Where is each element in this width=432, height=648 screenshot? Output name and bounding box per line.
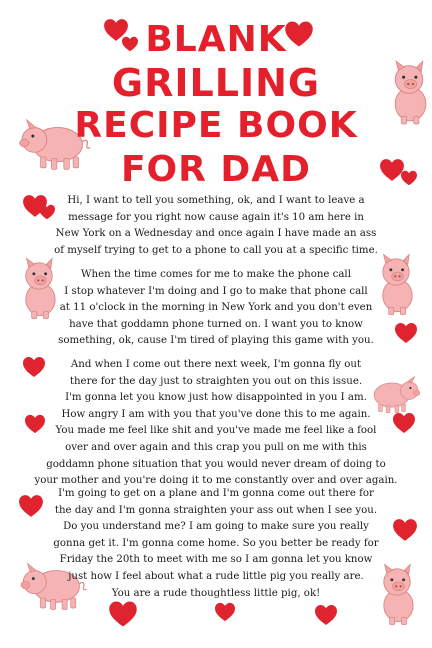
title-line-1: BLANK	[145, 19, 287, 60]
paragraph-line: Do you understand me? I am going to make sure you really	[63, 521, 369, 533]
paragraph-line: the day and I'm gonna straighten your ass out when I see you.	[54, 504, 378, 516]
paragraph-line: there for the day just to straighten you out on this issue.	[69, 375, 363, 387]
paragraph-1	[20, 193, 412, 259]
heart-icon	[214, 602, 236, 622]
paragraph-line: I'm gonna let you know just how disappointed in you I am.	[65, 392, 367, 404]
title-line-4: FOR DAD	[120, 149, 312, 190]
paragraph-line: your mother and you're doing it to me constantly over and over again.	[34, 475, 398, 487]
paragraph-2	[20, 267, 412, 350]
paragraph-line: goddamn phone situation that you would never dream of doing to	[46, 458, 386, 470]
paragraph-line: New York on a Wednesday and once again I have made an ass	[55, 228, 377, 240]
title-line-2: GRILLING	[111, 61, 321, 105]
paragraph-line: When the time comes for me to make the phone call	[81, 269, 351, 280]
heart-icon	[314, 604, 338, 626]
paragraph-line: gonna get it. I'm gonna come home. So you better be ready for	[53, 537, 379, 549]
paragraph-3	[20, 357, 412, 490]
title-line-3: RECIPE BOOK	[74, 105, 358, 146]
paragraph-line: of myself trying to get to a phone to call you at a specific time.	[54, 244, 378, 256]
paragraph-line: I stop whatever I'm doing and I go to make that phone call	[64, 285, 368, 297]
paragraph-line: Friday the 20th to meet with me so I am gonna let you know	[59, 554, 373, 566]
paragraph-line: something, ok, cause I'm tired of playing this game with you.	[58, 335, 374, 347]
paragraph-line: at 11 o'clock in the morning in New York and you don't even	[59, 302, 373, 314]
paragraph-line: over and over again and this crap you pull on me with this	[65, 441, 367, 453]
paragraph-line: Hi, I want to tell you something, ok, and I want to leave a	[67, 195, 365, 206]
paragraph-line: How angry I am with you that you've done this to me again.	[61, 408, 371, 420]
paragraph-line: message for you right now cause again it's 10 am here in	[68, 211, 364, 223]
paragraph-line: have that goddamn phone turned on. I want you to know	[69, 318, 363, 330]
paragraph-line: You are a rude thoughtless little pig, ok!	[111, 587, 321, 599]
paragraph-4	[20, 486, 412, 602]
paragraph-line: And when I come out there next week, I'm gonna fly out	[70, 359, 362, 370]
paragraph-line: I'm going to get on a plane and I'm gonna come out there for	[58, 488, 374, 499]
paragraph-line: You made me feel like shit and you've made me feel like a fool	[55, 425, 377, 437]
paragraph-line: just how I feel about what a rude little pig you really are.	[68, 570, 364, 582]
heart-icon	[108, 600, 138, 628]
